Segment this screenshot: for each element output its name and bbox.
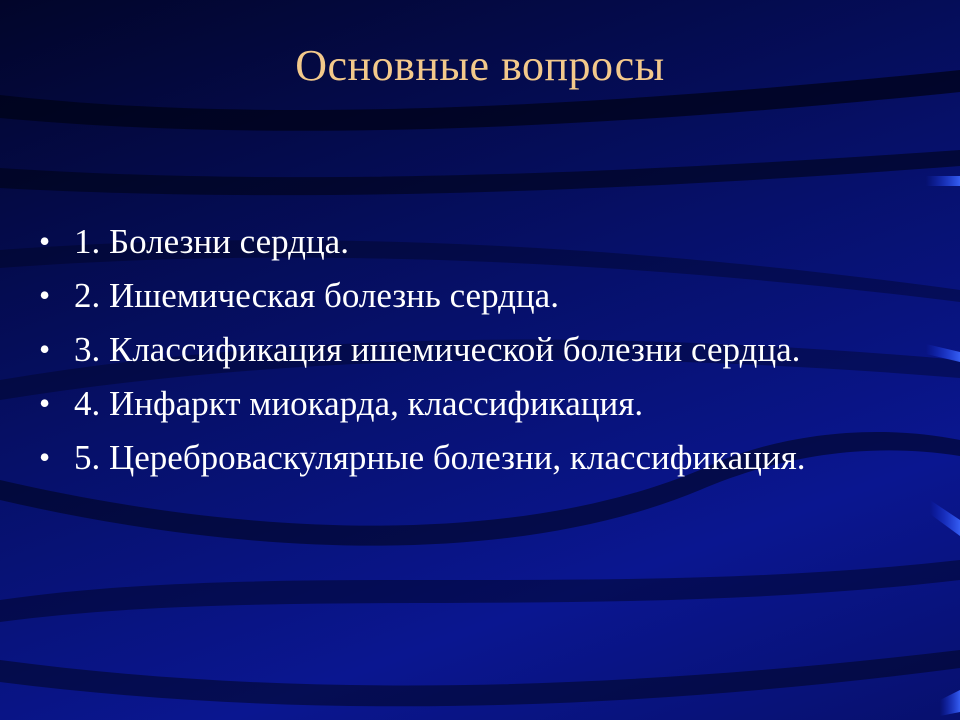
bullet-text: 3. Классификация ишемической болезни сердца. [74, 330, 801, 369]
edge-accent [926, 176, 960, 186]
bullet-item [34, 328, 854, 371]
dark-streak [0, 560, 960, 622]
bullet-list [34, 220, 854, 490]
bullet-item [34, 436, 854, 479]
bullet-item [34, 274, 854, 317]
bullet-item [34, 220, 854, 263]
dark-streak [0, 650, 960, 706]
edge-accent [930, 500, 960, 536]
bullet-icon: • [39, 331, 51, 367]
bullet-item [34, 382, 854, 425]
bullet-icon: • [39, 223, 51, 259]
dark-streak [0, 150, 960, 195]
bullet-text: 5. Цереброваскулярные болезни, классификация. [74, 438, 806, 477]
bullet-icon: • [39, 385, 51, 421]
edge-accent [940, 690, 960, 716]
bullet-text: 1. Болезни сердца. [74, 222, 349, 261]
bullet-icon: • [39, 277, 51, 313]
bullet-text: 2. Ишемическая болезнь сердца. [74, 276, 559, 315]
bullet-text: 4. Инфаркт миокарда, классификация. [74, 384, 644, 423]
slide-title: Основные вопросы [295, 41, 665, 90]
bullet-icon: • [39, 439, 51, 475]
